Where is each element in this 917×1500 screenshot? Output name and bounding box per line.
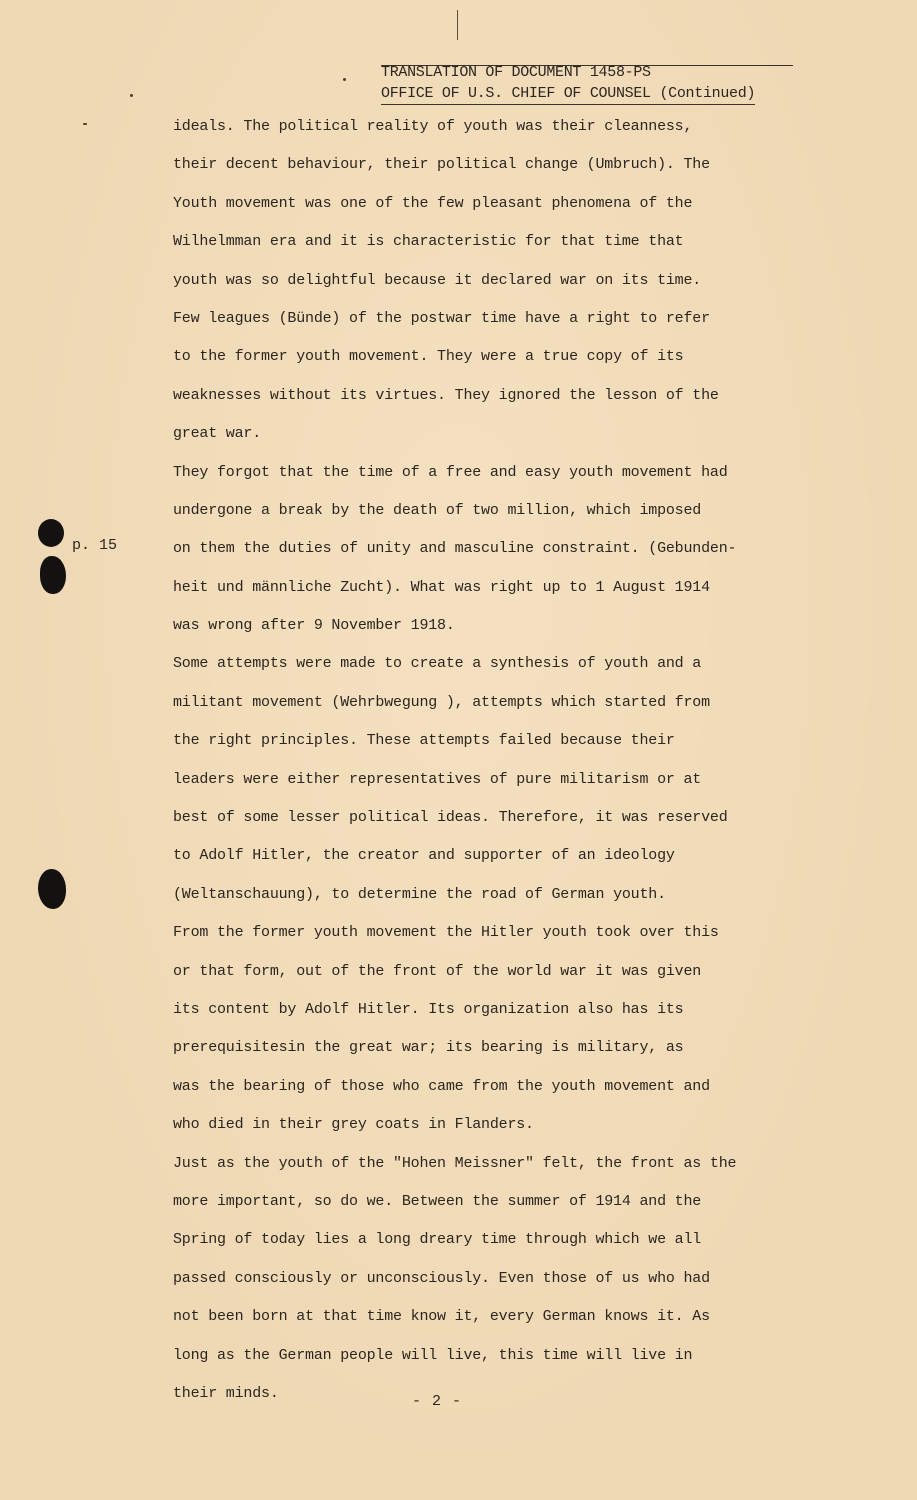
punch-hole-1 xyxy=(38,519,64,547)
document-header xyxy=(381,62,793,105)
stray-mark xyxy=(83,123,87,125)
text-line: great war. xyxy=(173,425,262,443)
text-line: prerequisitesin the great war; its bearing is military, as xyxy=(173,1039,684,1057)
text-line: was wrong after 9 November 1918. xyxy=(173,617,455,635)
text-line: their decent behaviour, their political change (Umbruch). The xyxy=(173,156,710,174)
text-line: to Adolf Hitler, the creator and supporter of an ideology xyxy=(173,847,675,865)
header-line-1: TRANSLATION OF DOCUMENT 1458-PS xyxy=(381,64,651,81)
text-line: youth was so delightful because it declared war on its time. xyxy=(173,271,702,289)
page-number: - 2 - xyxy=(412,1393,463,1410)
text-line: long as the German people will live, this time will live in xyxy=(173,1346,693,1364)
punch-hole-3 xyxy=(38,869,66,909)
text-line: to the former youth movement. They were a true copy of its xyxy=(173,348,684,366)
text-line: Spring of today lies a long dreary time through which we all xyxy=(173,1231,702,1249)
text-line: its content by Adolf Hitler. Its organization also has its xyxy=(173,1000,684,1018)
text-line: heit und männliche Zucht). What was right up to 1 August 1914 xyxy=(173,578,710,596)
text-line: undergone a break by the death of two million, which imposed xyxy=(173,501,702,519)
body-text xyxy=(173,115,813,1420)
text-line: or that form, out of the front of the world war it was given xyxy=(173,962,702,980)
text-line: Some attempts were made to create a synthesis of youth and a xyxy=(173,655,702,673)
text-line: From the former youth movement the Hitler youth took over this xyxy=(173,924,719,942)
text-line: Just as the youth of the "Hohen Meissner" felt, the front as the xyxy=(173,1154,737,1172)
text-line: the right principles. These attempts failed because their xyxy=(173,732,675,750)
text-line: best of some lesser political ideas. Therefore, it was reserved xyxy=(173,809,728,827)
text-line: Few leagues (Bünde) of the postwar time have a right to refer xyxy=(173,309,710,327)
stray-mark xyxy=(130,94,133,97)
text-line: more important, so do we. Between the summer of 1914 and the xyxy=(173,1192,702,1210)
text-line: not been born at that time know it, every German knows it. As xyxy=(173,1308,710,1326)
text-line: They forgot that the time of a free and easy youth movement had xyxy=(173,463,728,481)
text-line: (Weltanschauung), to determine the road of German youth. xyxy=(173,885,666,903)
text-line: Wilhelmman era and it is characteristic for that time that xyxy=(173,233,684,251)
text-line: their minds. xyxy=(173,1384,279,1402)
text-line: passed consciously or unconsciously. Even those of us who had xyxy=(173,1269,710,1287)
text-line: who died in their grey coats in Flanders. xyxy=(173,1116,534,1134)
text-line: militant movement (Wehrbwegung ), attempts which started from xyxy=(173,693,710,711)
text-line: on them the duties of unity and masculine constraint. (Gebunden- xyxy=(173,540,737,558)
text-line: Youth movement was one of the few pleasant phenomena of the xyxy=(173,194,693,212)
text-line: leaders were either representatives of pure militarism or at xyxy=(173,770,702,788)
stray-mark xyxy=(343,78,346,81)
margin-page-reference: p. 15 xyxy=(72,537,118,554)
text-line: ideals. The political reality of youth was their cleanness, xyxy=(173,118,693,135)
header-rule xyxy=(381,65,793,66)
text-line: was the bearing of those who came from the youth movement and xyxy=(173,1077,710,1095)
fold-mark xyxy=(457,10,458,40)
punch-hole-2 xyxy=(40,556,66,594)
header-line-2: OFFICE OF U.S. CHIEF OF COUNSEL (Continued) xyxy=(381,83,755,105)
text-line: weaknesses without its virtues. They ignored the lesson of the xyxy=(173,386,719,404)
